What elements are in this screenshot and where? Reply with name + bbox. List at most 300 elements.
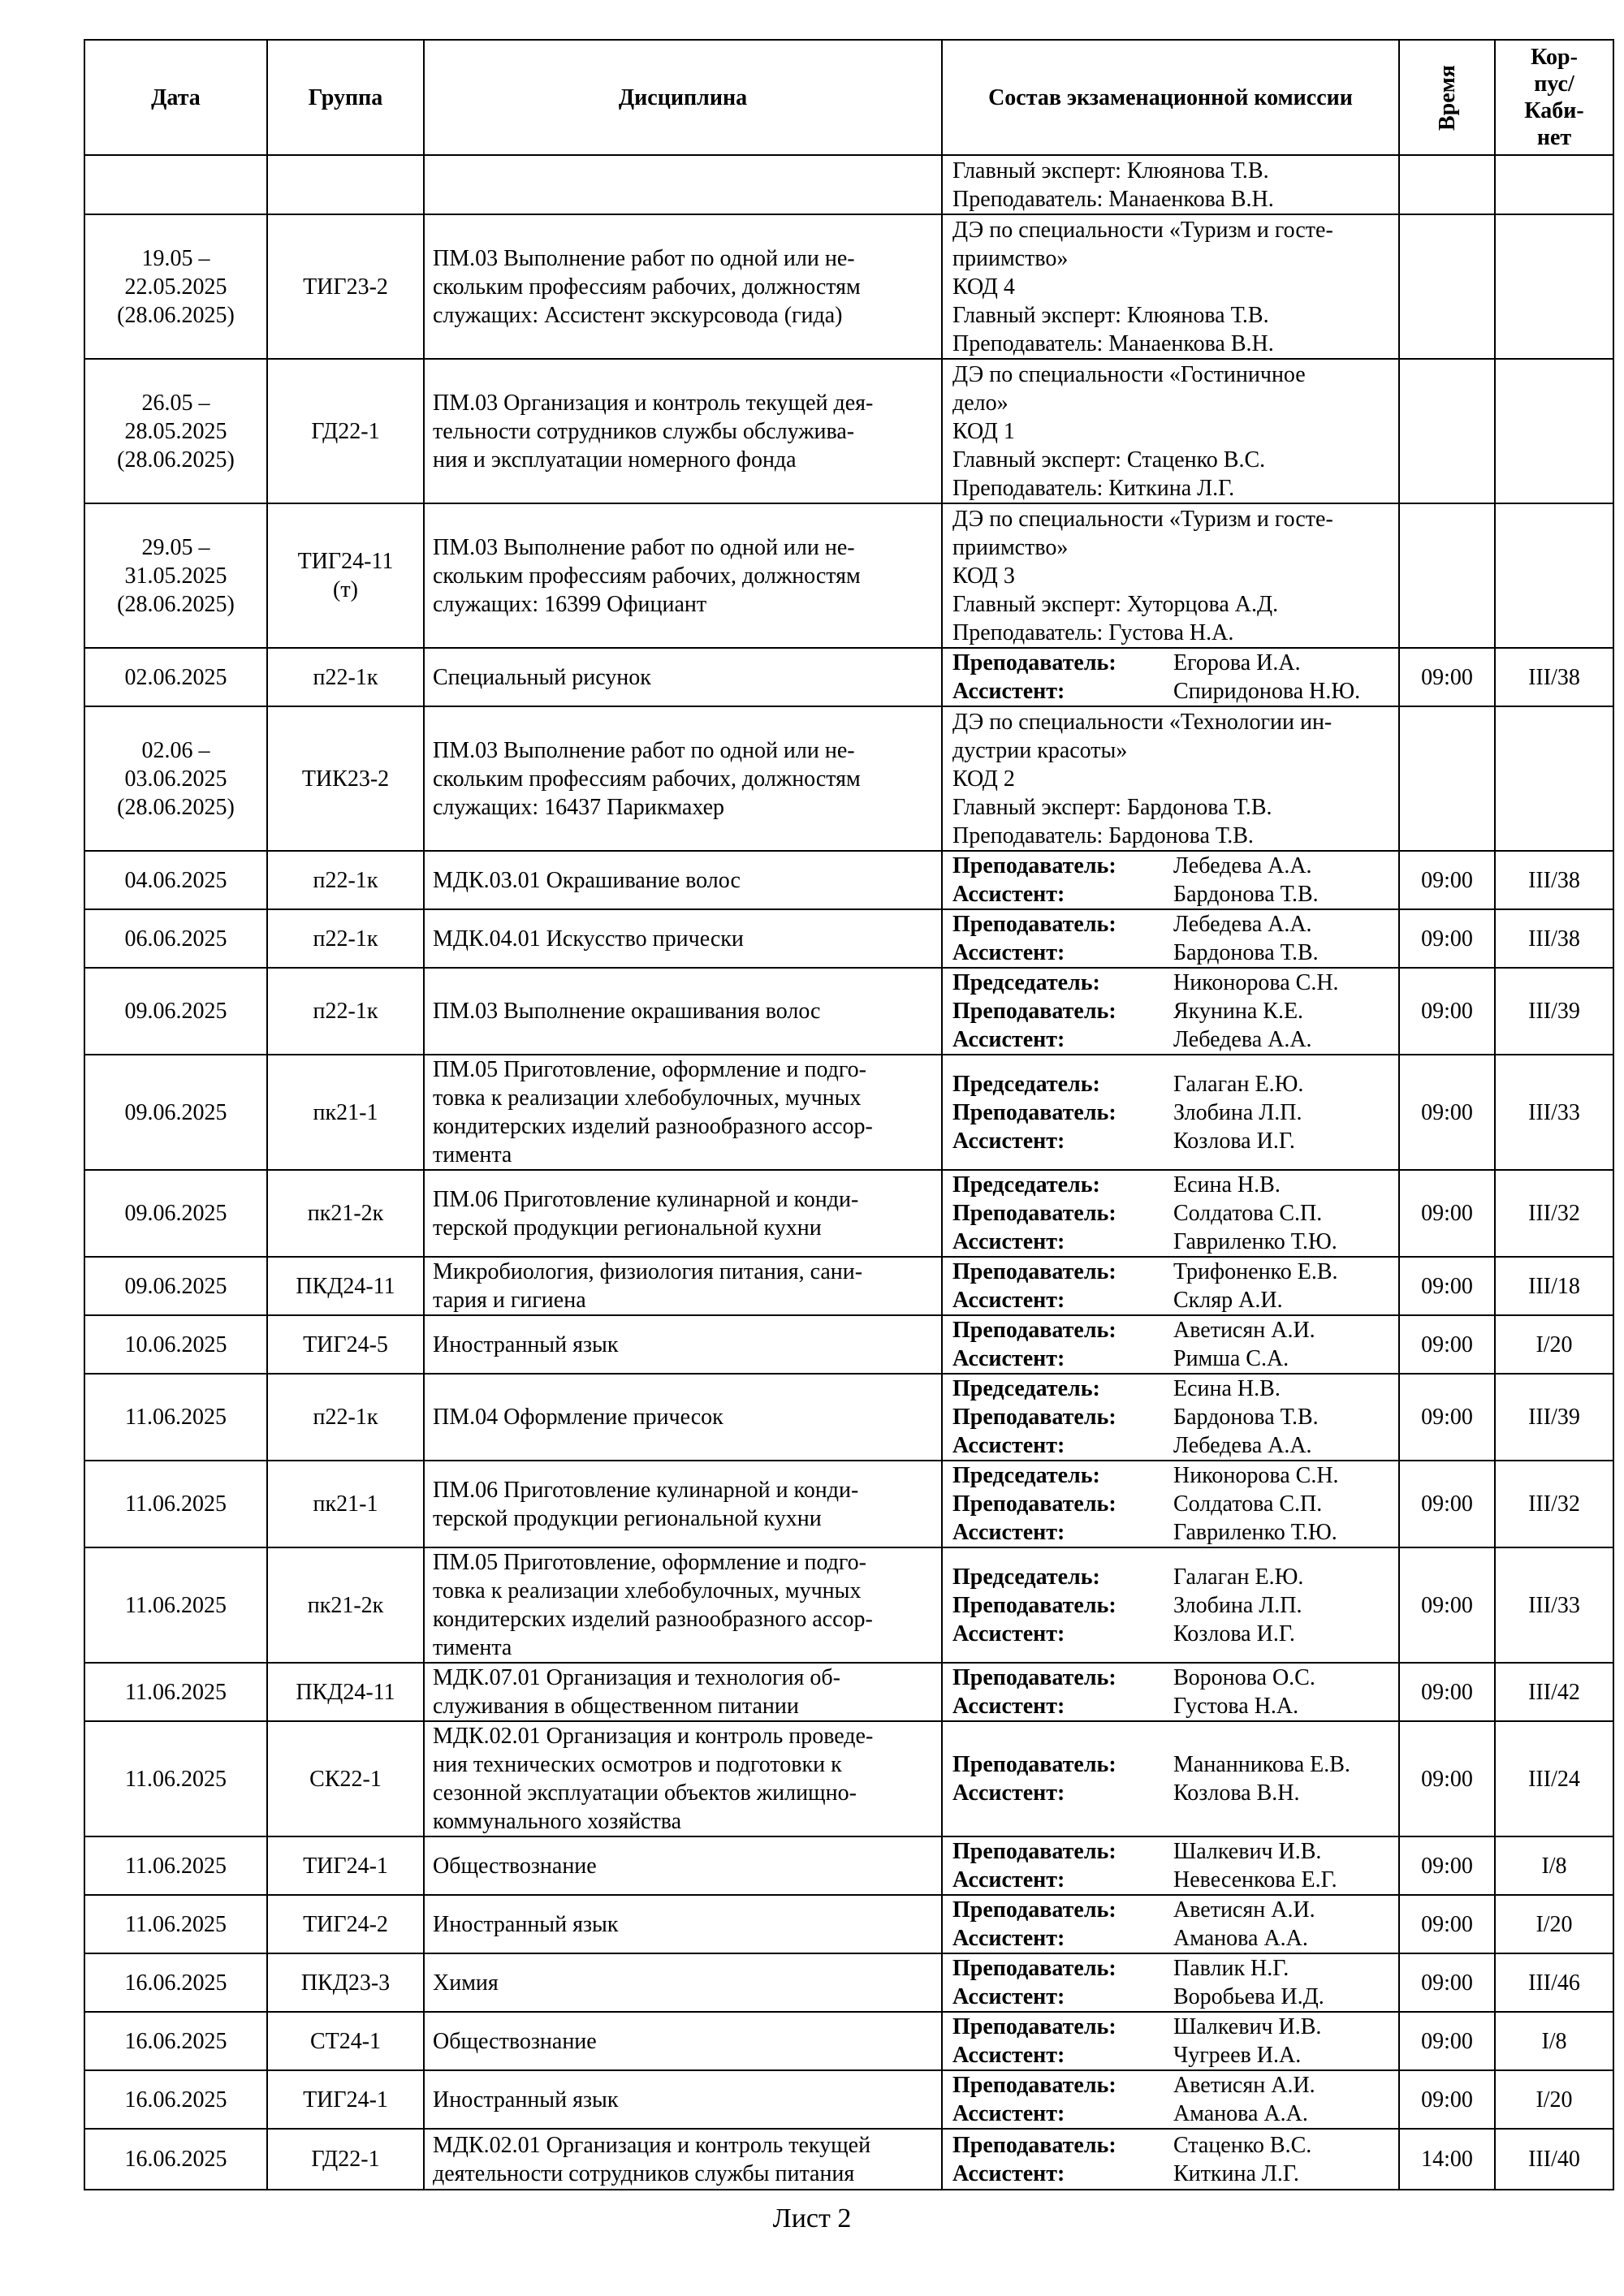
member-name: Шалкевич И.В. — [1173, 1839, 1322, 1864]
date-line: 02.06 – — [141, 737, 210, 763]
cell-discipline — [424, 1257, 942, 1315]
cell-time: 09:00 — [1399, 1374, 1495, 1461]
cell-commission — [942, 359, 1399, 503]
commission-line: дело» — [952, 390, 1009, 416]
commission-line: КОД 1 — [952, 418, 1015, 444]
member-name: Лебедева А.А. — [1173, 1433, 1312, 1458]
commission-line: Главный эксперт: Хуторцова А.Д. — [952, 591, 1279, 617]
schedule-sheet — [84, 39, 1613, 2190]
commission-line: ДЭ по специальности «Технологии ин- — [952, 709, 1332, 735]
member-name: Бардонова Т.В. — [1173, 940, 1319, 965]
commission-line: Преподаватель: Киткина Л.Г. — [952, 475, 1235, 501]
commission-member — [952, 1316, 1389, 1344]
commission-member — [952, 939, 1389, 967]
group-line: ПКД23-3 — [300, 1970, 391, 1996]
cell-date — [84, 1055, 267, 1170]
group-line: ТИГ24-1 — [303, 1853, 388, 1879]
cell-room: III/32 — [1495, 1170, 1613, 1257]
cell-commission — [942, 214, 1399, 359]
cell-time: 09:00 — [1399, 1257, 1495, 1315]
discipline-line: ПМ.06 Приготовление кулинарной и конди- — [433, 1477, 859, 1503]
group-line: ГД22-1 — [311, 418, 380, 444]
cell-date — [84, 706, 267, 851]
table-row — [84, 503, 1613, 648]
cell-time: 09:00 — [1399, 648, 1495, 706]
cell-discipline — [424, 1895, 942, 1953]
member-name: Аветисян А.И. — [1173, 2073, 1315, 2098]
member-role: Ассистент: — [952, 1229, 1065, 1254]
cell-room: III/38 — [1495, 648, 1613, 706]
commission-member — [952, 1098, 1389, 1127]
member-role: Ассистент: — [952, 2043, 1065, 2068]
group-line: пк21-1 — [313, 1491, 378, 1517]
cell-group — [267, 2129, 424, 2190]
cell-group — [267, 968, 424, 1055]
discipline-line: тимента — [433, 1635, 512, 1660]
date-line: 19.05 – — [141, 245, 210, 271]
group-line: пк21-1 — [313, 1099, 378, 1125]
cell-room: III/38 — [1495, 909, 1613, 968]
discipline-line: скольким профессиям рабочих, должностям — [433, 563, 861, 589]
table-row — [84, 1836, 1613, 1895]
table-row — [84, 214, 1613, 359]
cell-discipline — [424, 2070, 942, 2129]
member-role: Преподаватель: — [952, 1099, 1116, 1125]
cell-room: III/32 — [1495, 1461, 1613, 1547]
cell-group — [267, 1953, 424, 2012]
member-role: Преподаватель: — [952, 2014, 1116, 2039]
header-discipline: Дисциплина — [424, 40, 942, 155]
date-line: (28.06.2025) — [117, 447, 235, 473]
cell-discipline — [424, 851, 942, 909]
commission-line: дустрии красоты» — [952, 737, 1128, 763]
cell-commission — [942, 1721, 1399, 1836]
commission-line: ДЭ по специальности «Гостиничное — [952, 361, 1306, 387]
table-row — [84, 1721, 1613, 1836]
commission-member — [952, 1344, 1389, 1373]
group-line: п22-1к — [313, 867, 378, 893]
cell-time: 09:00 — [1399, 1461, 1495, 1547]
member-name: Мананникова Е.В. — [1173, 1752, 1350, 1777]
cell-group — [267, 2070, 424, 2129]
date-line: 09.06.2025 — [124, 1099, 227, 1125]
commission-member — [952, 2071, 1389, 2100]
discipline-line: ПМ.03 Выполнение работ по одной или не- — [433, 737, 855, 763]
cell-time — [1399, 359, 1495, 503]
commission-line: приимство» — [952, 245, 1069, 271]
cell-date — [84, 2129, 267, 2190]
cell-group — [267, 1055, 424, 1170]
group-line: ПКД24-11 — [296, 1679, 395, 1705]
member-name: Аветисян А.И. — [1173, 1318, 1315, 1343]
member-role: Ассистент: — [952, 2101, 1065, 2126]
cell-commission — [942, 1257, 1399, 1315]
member-role: Преподаватель: — [952, 999, 1116, 1024]
commission-member — [952, 969, 1389, 997]
cell-commission — [942, 909, 1399, 968]
member-name: Лебедева А.А. — [1173, 1027, 1312, 1052]
date-line: 29.05 – — [141, 534, 210, 560]
member-role: Ассистент: — [952, 1926, 1065, 1951]
commission-line: Главный эксперт: Клюянова Т.В. — [952, 302, 1269, 328]
member-role: Ассистент: — [952, 2160, 1065, 2186]
cell-date — [84, 1461, 267, 1547]
cell-room: III/38 — [1495, 851, 1613, 909]
member-role: Преподаватель: — [952, 1897, 1116, 1923]
discipline-line: ния технических осмотров и подготовки к — [433, 1752, 842, 1777]
cell-date — [84, 1374, 267, 1461]
cell-room: I/20 — [1495, 1895, 1613, 1953]
date-line: 10.06.2025 — [124, 1331, 227, 1357]
member-name: Есина Н.В. — [1173, 1172, 1281, 1198]
cell-commission — [942, 1055, 1399, 1170]
cell-date — [84, 851, 267, 909]
header-room-line: пус/ — [1534, 71, 1574, 97]
cell-commission — [942, 1895, 1399, 1953]
date-line: 16.06.2025 — [124, 2028, 227, 2054]
member-role: Преподаватель: — [952, 1956, 1116, 1981]
member-name: Козлова И.Г. — [1173, 1128, 1295, 1154]
member-role: Председатель: — [952, 1376, 1100, 1401]
group-line: ТИГ24-5 — [303, 1331, 388, 1357]
member-role: Преподаватель: — [952, 853, 1116, 878]
member-name: Лебедева А.А. — [1173, 853, 1312, 878]
discipline-line: терской продукции региональной кухни — [433, 1215, 822, 1241]
date-line: 26.05 – — [141, 390, 210, 416]
cell-discipline — [424, 1461, 942, 1547]
cell-date — [84, 503, 267, 648]
date-line: 22.05.2025 — [124, 274, 227, 300]
cell-group — [267, 1315, 424, 1374]
commission-line: Главный эксперт: Бардонова Т.В. — [952, 794, 1272, 820]
cell-date — [84, 1170, 267, 1257]
member-name: Никонорова С.Н. — [1173, 1463, 1339, 1488]
discipline-line: тимента — [433, 1142, 512, 1167]
date-line: 06.06.2025 — [124, 926, 227, 952]
date-line: 28.05.2025 — [124, 418, 227, 444]
date-line: 11.06.2025 — [125, 1766, 227, 1792]
commission-member — [952, 880, 1389, 908]
cell-date — [84, 2012, 267, 2070]
member-role: Председатель: — [952, 1071, 1100, 1097]
member-role: Ассистент: — [952, 1288, 1065, 1313]
discipline-line: Иностранный язык — [433, 2087, 619, 2113]
discipline-line: Микробиология, физиология питания, сани- — [433, 1259, 863, 1284]
cell-date — [84, 1895, 267, 1953]
table-row — [84, 968, 1613, 1055]
date-line: 11.06.2025 — [125, 1911, 227, 1937]
member-role: Преподаватель: — [952, 1201, 1116, 1226]
cell-room: I/8 — [1495, 1836, 1613, 1895]
group-line: пк21-2к — [307, 1592, 384, 1618]
cell-group — [267, 909, 424, 968]
cell-room: III/40 — [1495, 2129, 1613, 2190]
member-name: Солдатова С.П. — [1173, 1201, 1323, 1226]
commission-member — [952, 649, 1389, 677]
commission-member — [952, 1070, 1389, 1098]
header-time-label: Время — [1434, 64, 1460, 131]
discipline-line: МДК.07.01 Организация и технология об- — [433, 1665, 840, 1690]
header-group: Группа — [267, 40, 424, 155]
cell-commission — [942, 155, 1399, 214]
table-row — [84, 909, 1613, 968]
date-line: 02.06.2025 — [124, 664, 227, 690]
table-row — [84, 706, 1613, 851]
commission-member — [952, 1431, 1389, 1460]
commission-member — [952, 2131, 1389, 2160]
cell-discipline — [424, 1170, 942, 1257]
table-row — [84, 2012, 1613, 2070]
cell-room: III/18 — [1495, 1257, 1613, 1315]
discipline-line: служащих: Ассистент экскурсовода (гида) — [433, 302, 843, 328]
group-line: ГД22-1 — [311, 2147, 380, 2172]
discipline-line: Химия — [433, 1970, 499, 1996]
member-name: Злобина Л.П. — [1173, 1099, 1302, 1125]
discipline-line: товка к реализации хлебобулочных, мучных — [433, 1578, 862, 1603]
cell-group — [267, 1663, 424, 1721]
member-name: Злобина Л.П. — [1173, 1592, 1302, 1618]
page-number: Лист 2 — [772, 2203, 852, 2233]
member-role: Ассистент: — [952, 1520, 1065, 1545]
commission-member — [952, 1692, 1389, 1720]
commission-line: приимство» — [952, 534, 1069, 560]
member-name: Воробьева И.Д. — [1173, 1984, 1324, 2009]
group-line: СТ24-1 — [309, 2028, 382, 2054]
cell-date — [84, 1721, 267, 1836]
cell-room: III/39 — [1495, 968, 1613, 1055]
member-name: Воронова О.С. — [1173, 1665, 1315, 1690]
commission-member — [952, 1199, 1389, 1228]
member-role: Преподаватель: — [952, 1592, 1116, 1618]
cell-date — [84, 1547, 267, 1663]
cell-date — [84, 968, 267, 1055]
cell-discipline — [424, 155, 942, 214]
member-name: Шалкевич И.В. — [1173, 2014, 1322, 2039]
cell-commission — [942, 1663, 1399, 1721]
cell-commission — [942, 851, 1399, 909]
member-name: Павлик Н.Г. — [1173, 1956, 1289, 1981]
header-room-line: нет — [1536, 125, 1572, 150]
table-row — [84, 359, 1613, 503]
commission-member — [952, 1286, 1389, 1314]
commission-member — [952, 1591, 1389, 1620]
commission-member — [952, 1750, 1389, 1779]
header-room-line: Каби- — [1524, 98, 1584, 123]
member-role: Ассистент: — [952, 1694, 1065, 1719]
cell-time: 09:00 — [1399, 1547, 1495, 1663]
commission-member — [952, 1518, 1389, 1547]
member-role: Преподаватель: — [952, 912, 1116, 937]
group-line: п22-1к — [313, 999, 378, 1024]
member-role: Преподаватель: — [952, 2073, 1116, 2098]
group-line: ТИК23-2 — [301, 766, 390, 792]
cell-commission — [942, 968, 1399, 1055]
member-name: Егорова И.А. — [1173, 650, 1301, 675]
member-role: Ассистент: — [952, 1867, 1065, 1892]
member-role: Преподаватель: — [952, 1839, 1116, 1864]
cell-group — [267, 1547, 424, 1663]
member-name: Лебедева А.А. — [1173, 912, 1312, 937]
discipline-line: Обществознание — [433, 2028, 597, 2054]
group-line: ТИГ24-2 — [303, 1911, 388, 1937]
date-line: 09.06.2025 — [124, 1201, 227, 1226]
cell-room: III/46 — [1495, 1953, 1613, 2012]
cell-date — [84, 648, 267, 706]
member-name: Якунина К.Е. — [1173, 999, 1304, 1024]
cell-commission — [942, 503, 1399, 648]
commission-member — [952, 1620, 1389, 1648]
member-role: Председатель: — [952, 970, 1100, 995]
commission-member — [952, 2100, 1389, 2128]
member-name: Гавриленко Т.Ю. — [1173, 1520, 1337, 1545]
group-line: п22-1к — [313, 1405, 378, 1430]
date-line: 11.06.2025 — [125, 1853, 227, 1879]
cell-room: III/24 — [1495, 1721, 1613, 1836]
member-name: Козлова И.Г. — [1173, 1621, 1295, 1646]
discipline-line: Специальный рисунок — [433, 664, 651, 690]
commission-member — [952, 1127, 1389, 1155]
discipline-line: скольким профессиям рабочих, должностям — [433, 766, 861, 792]
cell-discipline — [424, 1663, 942, 1721]
discipline-line: Обществознание — [433, 1853, 597, 1879]
group-line: ТИГ23-2 — [303, 274, 388, 300]
date-line: (28.06.2025) — [117, 302, 235, 328]
cell-date — [84, 1663, 267, 1721]
discipline-line: ПМ.03 Выполнение работ по одной или не- — [433, 534, 855, 560]
member-role: Преподаватель: — [952, 1318, 1116, 1343]
cell-date — [84, 909, 267, 968]
cell-room: III/42 — [1495, 1663, 1613, 1721]
cell-time — [1399, 155, 1495, 214]
cell-group — [267, 1721, 424, 1836]
member-name: Есина Н.В. — [1173, 1376, 1281, 1401]
cell-time: 09:00 — [1399, 1315, 1495, 1374]
cell-discipline — [424, 1547, 942, 1663]
table-row — [84, 1055, 1613, 1170]
cell-date — [84, 1257, 267, 1315]
member-name: Козлова В.Н. — [1173, 1780, 1300, 1806]
cell-room — [1495, 155, 1613, 214]
cell-time: 09:00 — [1399, 1055, 1495, 1170]
member-name: Аманова А.А. — [1173, 2101, 1308, 2126]
member-role: Ассистент: — [952, 1780, 1065, 1806]
member-name: Галаган Е.Ю. — [1173, 1564, 1304, 1590]
group-line: п22-1к — [313, 664, 378, 690]
date-line: 09.06.2025 — [124, 999, 227, 1024]
commission-member — [952, 910, 1389, 939]
date-line: 16.06.2025 — [124, 2087, 227, 2113]
table-row — [84, 2129, 1613, 2190]
cell-commission — [942, 1547, 1399, 1663]
member-role: Преподаватель: — [952, 650, 1116, 675]
commission-member — [952, 1837, 1389, 1866]
cell-group — [267, 1170, 424, 1257]
cell-discipline — [424, 648, 942, 706]
discipline-line: тельности сотрудников службы обслужива- — [433, 418, 855, 444]
member-name: Никонорова С.Н. — [1173, 970, 1339, 995]
cell-time: 09:00 — [1399, 909, 1495, 968]
date-line: 16.06.2025 — [124, 2147, 227, 2172]
member-role: Ассистент: — [952, 679, 1065, 704]
cell-discipline — [424, 2012, 942, 2070]
discipline-line: ния и эксплуатации номерного фонда — [433, 447, 797, 473]
cell-date — [84, 1953, 267, 2012]
cell-commission — [942, 1170, 1399, 1257]
date-line: 09.06.2025 — [124, 1273, 227, 1299]
commission-member — [952, 1490, 1389, 1518]
cell-room: I/8 — [1495, 2012, 1613, 2070]
discipline-line: МДК.02.01 Организация и контроль проведе- — [433, 1724, 874, 1749]
member-role: Ассистент: — [952, 1621, 1065, 1646]
discipline-line: ПМ.03 Организация и контроль текущей дея- — [433, 390, 874, 416]
cell-date — [84, 1315, 267, 1374]
cell-discipline — [424, 706, 942, 851]
table-row — [84, 1374, 1613, 1461]
cell-discipline — [424, 1315, 942, 1374]
commission-member — [952, 2041, 1389, 2069]
cell-group — [267, 1895, 424, 1953]
commission-line: КОД 2 — [952, 766, 1015, 792]
discipline-line: Иностранный язык — [433, 1331, 619, 1357]
cell-discipline — [424, 1721, 942, 1836]
cell-group — [267, 1461, 424, 1547]
member-name: Бардонова Т.В. — [1173, 1405, 1319, 1430]
discipline-line: ПМ.03 Выполнение работ по одной или не- — [433, 245, 855, 271]
cell-commission — [942, 1836, 1399, 1895]
cell-room — [1495, 503, 1613, 648]
discipline-line: кондитерских изделий разнообразного ассор- — [433, 1607, 873, 1632]
cell-date — [84, 359, 267, 503]
cell-time: 09:00 — [1399, 1663, 1495, 1721]
cell-discipline — [424, 503, 942, 648]
cell-date — [84, 1836, 267, 1895]
commission-line: Преподаватель: Манаенкова В.Н. — [952, 330, 1274, 356]
cell-commission — [942, 2070, 1399, 2129]
discipline-line: терской продукции региональной кухни — [433, 1505, 822, 1531]
cell-time: 14:00 — [1399, 2129, 1495, 2190]
cell-group — [267, 851, 424, 909]
cell-group — [267, 503, 424, 648]
commission-member — [952, 1896, 1389, 1924]
cell-discipline — [424, 2129, 942, 2190]
member-name: Скляр А.И. — [1173, 1288, 1283, 1313]
cell-group — [267, 648, 424, 706]
cell-commission — [942, 648, 1399, 706]
discipline-line: ПМ.05 Приготовление, оформление и подго- — [433, 1057, 867, 1082]
member-name: Чугреев И.А. — [1173, 2043, 1302, 2068]
table-header-row — [84, 40, 1613, 155]
commission-member — [952, 1563, 1389, 1591]
cell-time: 09:00 — [1399, 2070, 1495, 2129]
date-line: 16.06.2025 — [124, 1970, 227, 1996]
cell-room: III/39 — [1495, 1374, 1613, 1461]
date-line: 11.06.2025 — [125, 1405, 227, 1430]
member-role: Ассистент: — [952, 940, 1065, 965]
table-row — [84, 1315, 1613, 1374]
date-line: (28.06.2025) — [117, 591, 235, 617]
cell-date — [84, 155, 267, 214]
cell-time: 09:00 — [1399, 1721, 1495, 1836]
discipline-line: скольким профессиям рабочих, должностям — [433, 274, 861, 300]
discipline-line: товка к реализации хлебобулочных, мучных — [433, 1085, 862, 1111]
table-row — [84, 1547, 1613, 1663]
commission-member — [952, 1403, 1389, 1431]
member-name: Аветисян А.И. — [1173, 1897, 1315, 1923]
commission-member — [952, 1228, 1389, 1256]
cell-discipline — [424, 968, 942, 1055]
discipline-line: служащих: 16437 Парикмахер — [433, 794, 725, 820]
member-name: Бардонова Т.В. — [1173, 882, 1319, 907]
